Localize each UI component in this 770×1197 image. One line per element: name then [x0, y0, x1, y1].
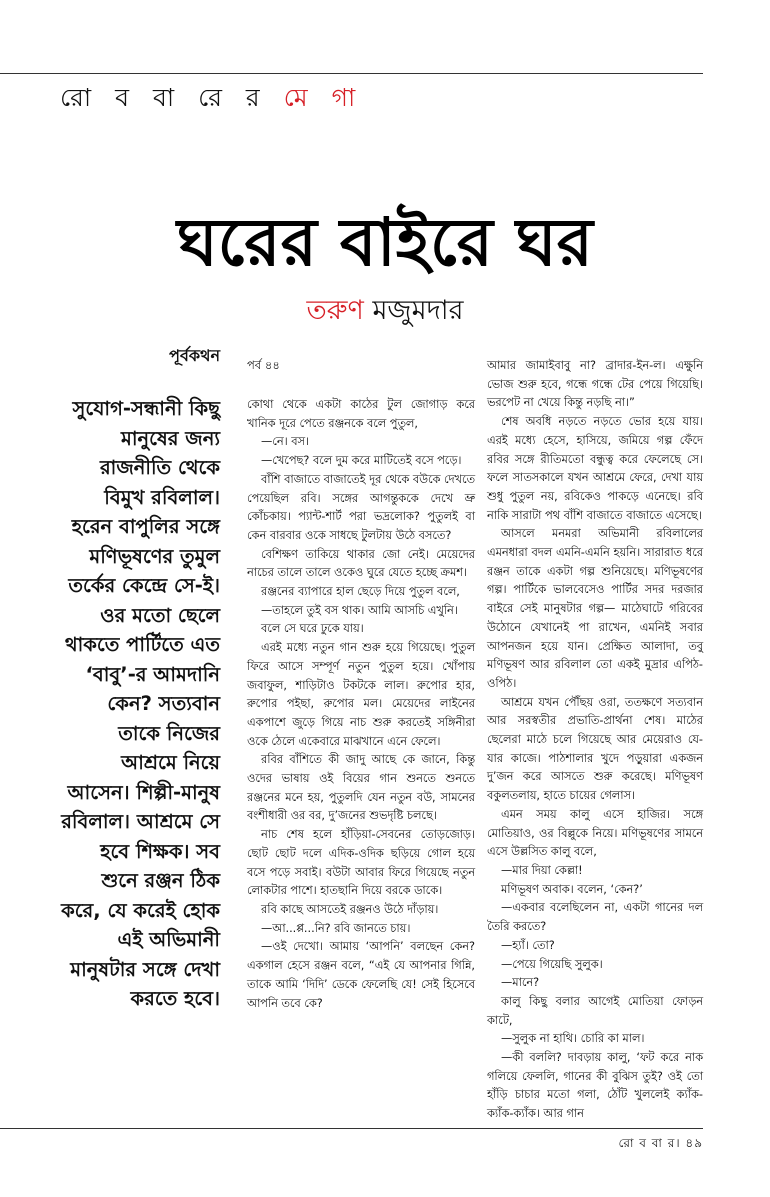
story-paragraph: বলে সে ঘরে ঢুকে যায়। [261, 622, 364, 636]
story-paragraph: —তাহলে তুই বস থাক। আমি আসচি এখুনি। [261, 603, 458, 617]
author-first-name: তরুণ [306, 295, 364, 326]
story-paragraph: আসলে মনমরা অভিমানী রবিলালের এমনধারা বদল এমনি-এমনি হয়নি। সারারাত ধরে রঞ্জন তাকে একটা গল্প শুনিয়েছে। মণিভূষণের গল্প। পার্টিকে ভালবেসেও পার্টির সদর দরজার বাইরে সেই মানুষটার গল্প— মাঠেঘাটে গরিবের উঠোনে যেখানেই পা রাখেন, এমনিই সবার আপনজন হয়ে যান। প্রেক্ষিত আলাদা, তবু মণিভূষণ আর রবিলাল তো একই মুদ্রার এপিঠ-ওপিঠ। [487, 527, 703, 690]
story-paragraph: কালু কিছু বলার আগেই মোতিয়া ফোড়ন কাটে, [487, 994, 703, 1027]
middle-paragraphs [247, 396, 475, 1013]
story-paragraph: —হ্যাঁ। তো? [501, 938, 555, 952]
story-paragraph: এমন সময় কালু এসে হাজির। সঙ্গে মোতিয়াও, ওর বিল্লুকে নিয়ে। মণিভূষণের সামনে এসে উল্লসিত কালু বলে, [487, 807, 703, 859]
section-head-part1: রো ব বা রে র [60, 83, 268, 112]
intro-heading: পূর্বকথন [169, 346, 220, 365]
story-paragraph: বাঁশি বাজাতে বাজাতেই দূর থেকে বউকে দেখতে পেয়েছিল রবি। সঙ্গের আগন্তুককে দেখে ভ্রু কোঁচকায়। প্যান্ট-শার্ট পরা ভদ্রলোক? পুতুলই বা কেন বারবার ওকে সাধছে টুলটায় উঠে বসতে? [247, 472, 475, 542]
story-paragraph: —মার দিয়া কেল্লা! [501, 863, 583, 877]
story-paragraph: শেষ অবধি নড়তে নড়তে ভোর হয়ে যায়। এরই মধ্যে হেসে, হাসিয়ে, জমিয়ে গল্প ফেঁদে রবির সঙ্গে রীতিমতো বন্ধুত্ব করে ফেলেছে সে। ফলে সাতসকালে যখন আশ্রমে ফেরে, দেখা যায় শুধু পুতুল নয়, রবিকেও পাকড়ে এনেছে। রবি নাকি সারাটা পথ বাঁশি বাজাতে বাজাতে এসেছে। [487, 415, 703, 522]
story-paragraph: রবি কাছে আসতেই রঞ্জনও উঠে দাঁড়ায়। [261, 902, 439, 916]
story-paragraph: —একবার বলেছিলেন না, একটা গানের দল তৈরি করতে? [487, 901, 703, 934]
author-last-name: মজুমদার [372, 295, 464, 326]
story-paragraph: নাচ শেষ হলে হাঁড়িয়া-সেবনের তোড়জোড়। ছোট ছোট দলে এদিক-ওদিক ছড়িয়ে গোল হয়ে বসে পড়ে সবাই। বউটা আবার ফিরে গিয়েছে নতুন লোকটার পাশে। হাতছানি দিয়ে বরকে ডাকে। [247, 828, 475, 898]
story-paragraph: —পেয়ে গিয়েছি সুলুক। [501, 957, 603, 971]
story-paragraph: —নে। বস। [261, 435, 310, 449]
story-paragraph: রবির বাঁশিতে কী জাদু আছে কে জানে, কিন্তু ওদের ভাষায় ওই বিয়ের গান শুনতে শুনতে রঞ্জনের মনে হয়, পুতুলদি যেন নতুন বউ, সামনের বংশীধারী ওর বর, দু’জনের শুভদৃষ্টি চলছে। [247, 753, 475, 823]
story-paragraph: —সুলুক না হাথি। চোরি কা মাল। [501, 1032, 645, 1046]
top-rule [0, 73, 703, 74]
chapter-label: পর্ব ৪৪ [247, 358, 280, 372]
story-paragraph: —মানে? [501, 976, 540, 990]
story-paragraph: —আ...প্প...নি? রবি জানতে চায়। [261, 921, 411, 935]
story-paragraph: আশ্রমে যখন পৌঁছয় ওরা, ততক্ষণে সত্যবান আর সরস্বতীর প্রভাতি-প্রার্থনা শেষ। মাঠের ছেলেরা মাঠে চলে গিয়েছে আর মেয়েরাও যে-যার কাজে। পাঠশালার খুদে পড়ুয়ারা একজন দু’জন করে আসতে শুরু করেছে। মণিভূষণ বকুলতলায়, হাতে চায়ের গেলাস। [487, 695, 703, 803]
section-head-part2: মে গা [283, 83, 364, 112]
story-paragraph: রঞ্জনের ব্যাপারে হাল ছেড়ে দিয়ে পুতুল বলে, [261, 585, 460, 599]
author-byline [0, 290, 770, 335]
story-column-right [487, 357, 703, 1124]
story-column-middle [247, 357, 475, 1013]
story-paragraph: কোথা থেকে একটা কাঠের টুল জোগাড় করে খানিক দূরে পেতে রঞ্জনকে বলে পুতুল, [247, 398, 475, 430]
story-headline: ঘরের বাইরে ঘর [177, 203, 593, 281]
right-paragraphs [487, 357, 703, 1124]
story-paragraph: —ওই দেখো। আমায় ‘আপনি’ বলছেন কেন? একগাল হেসে রঞ্জন বলে, “এই যে আপনার গিন্নি, তাকে আমি ‘দিদি’ ডেকে ফেলেছি যে! সেই হিসেবে আপনি তবে কে? [247, 940, 475, 1010]
story-paragraph: —কী বললি? দাবড়ায় কালু, ‘ফট করে নাক গলিয়ে ফেললি, গানের কী বুঝিস তুই? ওই তো হাঁড়ি চাচার মতো গলা, ঠোঁট খুললেই ক্যাঁক-ক্যাঁক-ক্যাঁক। আর গান [487, 1051, 703, 1121]
story-paragraph: আমার জামাইবাবু না? ব্রাদার-ইন-ল। এক্ষুনি ভোজ শুরু হবে, গন্ধে গন্ধে টের পেয়ে গিয়েছি। ভরপেট না খেয়ে কিন্তু নড়ছি না।” [487, 359, 703, 410]
story-paragraph: —খেপেছ? বলে দুম করে মাটিতেই বসে পড়ে। [261, 454, 462, 468]
story-paragraph: বেশিক্ষণ তাকিয়ে থাকার জো নেই। মেয়েদের নাচের তালে তালে ওকেও ঘুরে যেতে হচ্ছে ক্রমশ। [247, 547, 475, 580]
story-paragraph: মণিভূষণ অবাক। বলেন, ‘কেন?’ [501, 882, 643, 896]
section-head [60, 78, 363, 121]
story-paragraph: এরই মধ্যে নতুন গান শুরু হয়ে গিয়েছে। পুতুল ফিরে আসে সম্পূর্ণ নতুন পুতুল হয়ে। খোঁপায় জবাফুল, শাড়িটাও টকটকে লাল। রুপোর হার, রুপোর পইছা, রুপোর মল। মেয়েদের লাইনের একপাশে জুড়ে গিয়ে নাচ শুরু করতেই সঙ্গিনীরা ওকে ঠেলে একেবারে মাঝখানে এনে ফেলে। [247, 641, 475, 748]
bottom-rule [0, 1128, 703, 1129]
intro-text: সুযোগ-সন্ধানী কিছু মানুষের জন্য রাজনীতি থেকে বিমুখ রবিলাল। হরেন বাপুলির সঙ্গে মণিভূষণের তুমুল তর্কের কেন্দ্রে সে-ই। ওর মতো ছেলে থাকতে পার্টিতে এত ‘বাবু’-র আমদানি কেন? সত্যবান তাকে নিজের আশ্রমে নিয়ে আসেন। শিল্পী-মানুষ রবিলাল। আশ্রমে সে হবে শিক্ষক। সব শুনে রঞ্জন ঠিক করে, যে করেই হোক এই অভিমানী মানুষটার সঙ্গে দেখা করতে হবে। [61, 397, 220, 1010]
page-folio: রো ব বা র। ৪৯ [618, 1136, 703, 1150]
intro-summary [60, 343, 220, 1014]
